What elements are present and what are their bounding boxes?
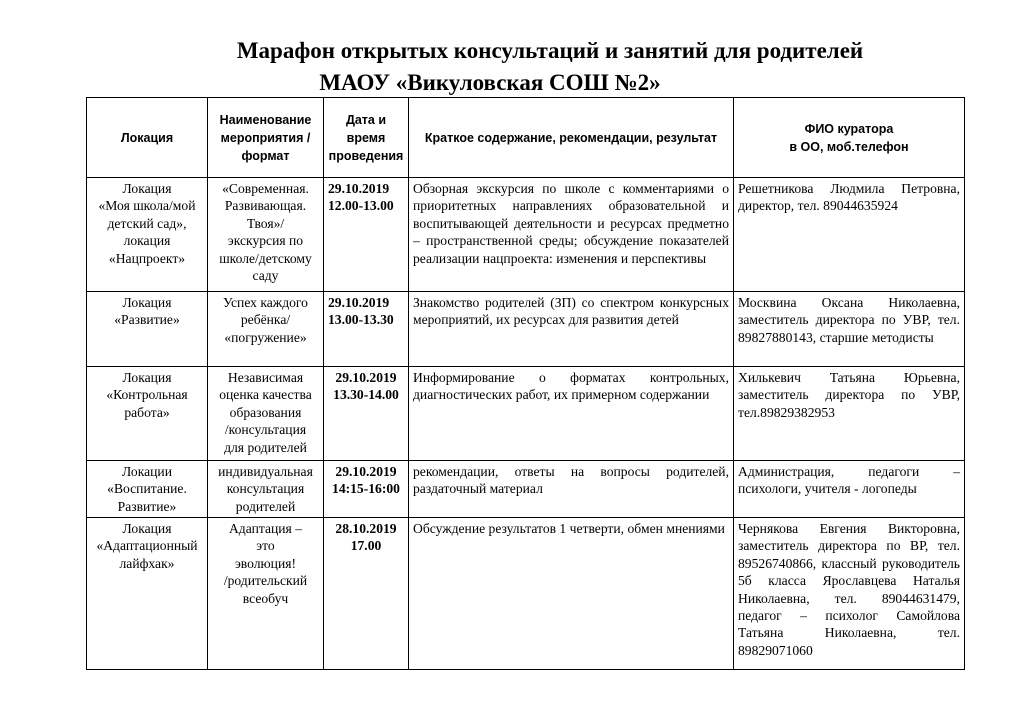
- location-cell: Локация «Развитие»: [87, 292, 208, 367]
- table-row: [87, 292, 965, 367]
- date-cell: 28.10.2019 17.00: [324, 518, 409, 670]
- table-row: [87, 178, 965, 292]
- header-event: Наименование мероприятия / формат: [208, 98, 324, 178]
- curator-cell: Хилькевич Татьяна Юрьевна, заместитель директора по УВР, тел.89829382953: [734, 367, 965, 461]
- event-cell: индивидуальная консультация родителей: [208, 461, 324, 518]
- document-subtitle: МАОУ «Викуловская СОШ №2»: [319, 70, 661, 95]
- summary-cell: Обзорная экскурсия по школе с комментариями о приоритетных направлениях образовательной и воспитывающей деятельности и ресурсах предметно – пространственной среды; обсуждение показателей реализации нацпроекта: изменения и перспективы: [409, 178, 734, 292]
- header-location: Локация: [87, 98, 208, 178]
- document-title: Марафон открытых консультаций и занятий для родителей: [236, 38, 864, 63]
- header-row: [87, 98, 965, 178]
- curator-cell: Администрация, педагоги – психологи, учителя - логопеды: [734, 461, 965, 518]
- event-cell: Успех каждого ребёнка/ «погружение»: [208, 292, 324, 367]
- events-table: [86, 97, 965, 670]
- curator-cell: Решетникова Людмила Петровна, директор, тел. 89044635924: [734, 178, 965, 292]
- table-row: [87, 518, 965, 670]
- location-cell: Локация «Адаптационный лайфхак»: [87, 518, 208, 670]
- location-cell: Локации «Воспитание. Развитие»: [87, 461, 208, 518]
- date-cell: 29.10.2019 14:15-16:00: [324, 461, 409, 518]
- summary-cell: рекомендации, ответы на вопросы родителей, раздаточный материал: [409, 461, 734, 518]
- date-cell: 29.10.2019 13.30-14.00: [324, 367, 409, 461]
- date-cell: 29.10.2019 12.00-13.00: [324, 178, 409, 292]
- summary-cell: Информирование о форматах контрольных, диагностических работ, их примерном содержании: [409, 367, 734, 461]
- event-cell: Независимая оценка качества образования /консультация для родителей: [208, 367, 324, 461]
- header-curator: ФИО куратора в ОО, моб.телефон: [734, 98, 965, 178]
- curator-cell: Москвина Оксана Николаевна, заместитель директора по УВР, тел. 89827880143, старшие методисты: [734, 292, 965, 367]
- location-cell: Локация «Контрольная работа»: [87, 367, 208, 461]
- header-summary: Краткое содержание, рекомендации, результат: [409, 98, 734, 178]
- summary-cell: Знакомство родителей (ЗП) со спектром конкурсных мероприятий, их ресурсах для развития детей: [409, 292, 734, 367]
- summary-cell: Обсуждение результатов 1 четверти, обмен мнениями: [409, 518, 734, 670]
- header-date: Дата и время проведения: [324, 98, 409, 178]
- table-row: [87, 367, 965, 461]
- location-cell: Локация «Моя школа/мой детский сад», локация «Нацпроект»: [87, 178, 208, 292]
- table-row: [87, 461, 965, 518]
- date-cell: 29.10.2019 13.00-13.30: [324, 292, 409, 367]
- curator-cell: Чернякова Евгения Викторовна, заместитель директора по ВР, тел. 89526740866, классный руководитель 5б класса Ярославцева Наталья Николаевна, тел. 89044631479, педагог – психолог Самойлова Татьяна Николаевна, тел. 89829071060: [734, 518, 965, 670]
- event-cell: «Современная. Развивающая. Твоя»/ экскурсия по школе/детскому саду: [208, 178, 324, 292]
- event-cell: Адаптация – это эволюция! /родительский всеобуч: [208, 518, 324, 670]
